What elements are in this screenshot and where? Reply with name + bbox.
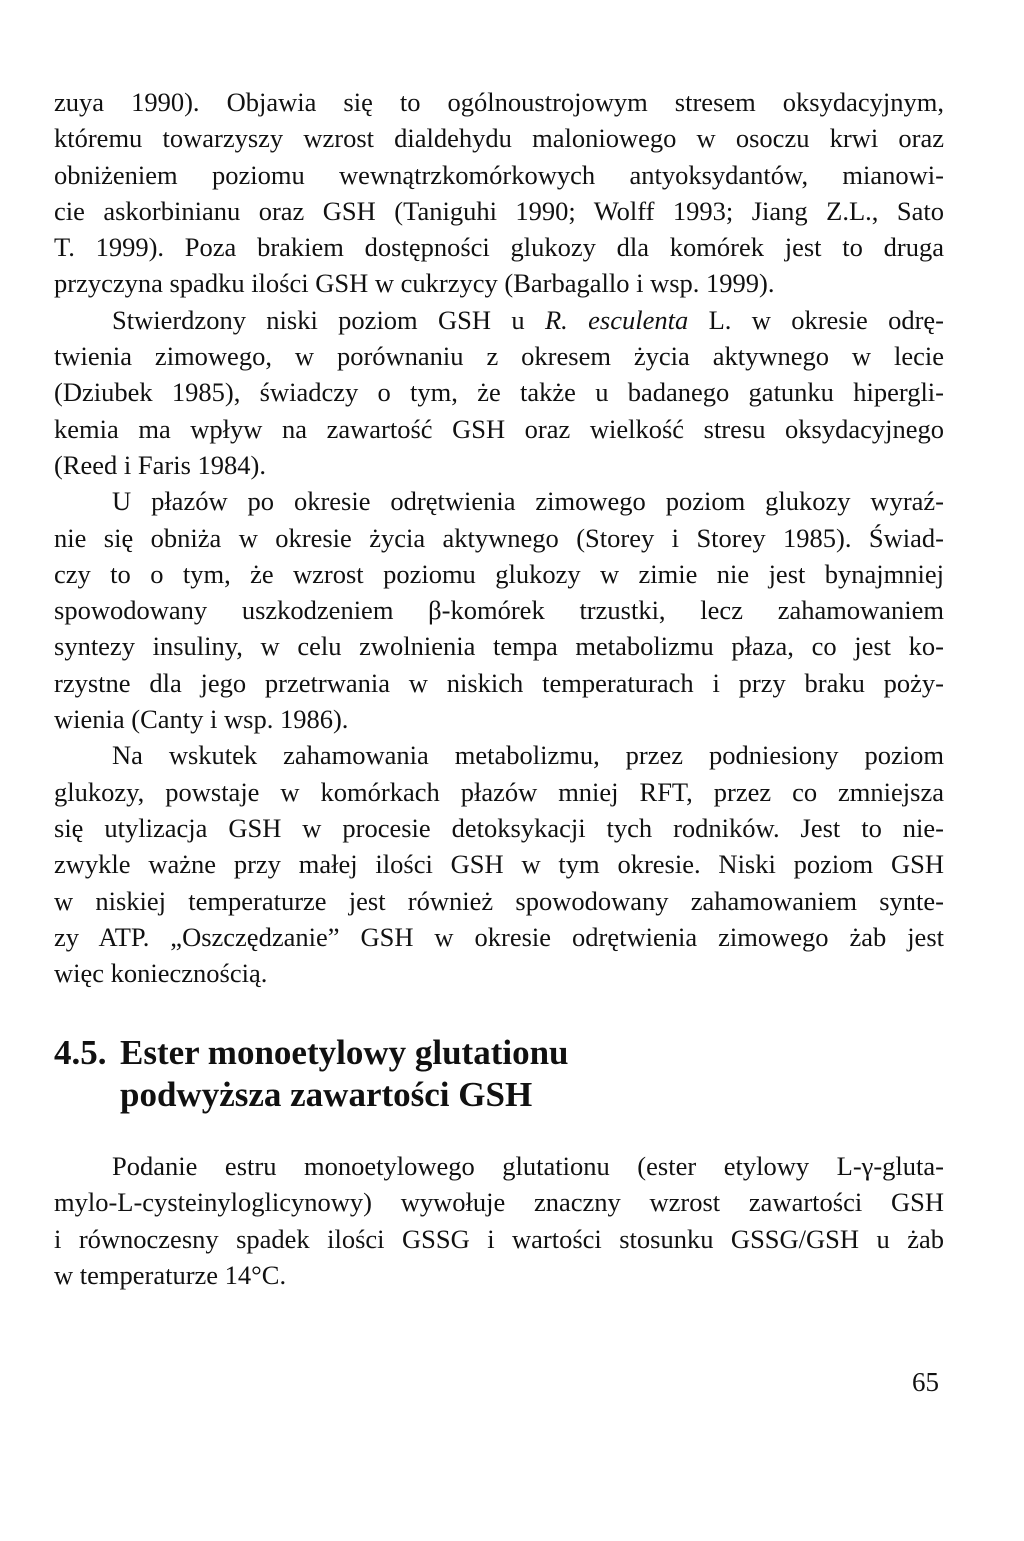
text-line: obniżeniem poziomu wewnątrzkomórkowych antyoksydantów, mianowi- [54, 159, 944, 190]
text-line: więc koniecznością. [54, 958, 268, 989]
section-body [54, 1148, 944, 1293]
text-line: (Reed i Faris 1984). [54, 449, 266, 480]
text-line: któremu towarzyszy wzrost dialdehydu maloniowego w osoczu krwi oraz [54, 123, 944, 154]
text-line: w temperaturze 14°C. [54, 1259, 287, 1290]
text-line: w niskiej temperaturze jest również spowodowany zahamowaniem synte- [54, 885, 944, 916]
paragraph-2 [54, 302, 944, 483]
section-title-line-1: Ester monoetylowy glutationu [120, 1033, 569, 1072]
text-line: twienia zimowego, w porównaniu z okresem życia aktywnego w lecie [54, 341, 944, 372]
text-line: Na wskutek zahamowania metabolizmu, przez podniesiony poziom [112, 740, 944, 771]
text-line: cie askorbinianu oraz GSH (Taniguhi 1990; Wolff 1993; Jiang Z.L., Sato [54, 195, 944, 226]
text-line: przyczyna spadku ilości GSH w cukrzycy (Barbagallo i wsp. 1999). [54, 268, 775, 299]
text-line: zuya 1990). Objawia się to ogólnoustrojowym stresem oksydacyjnym, [54, 87, 944, 117]
text-line: mylo-L-cysteinyloglicynowy) wywołuje znaczny wzrost zawartości GSH [54, 1187, 944, 1218]
paragraph-1 [54, 84, 944, 302]
species-name: R. esculenta [544, 304, 689, 335]
paragraph-3 [54, 483, 944, 737]
paragraph-4 [54, 737, 944, 991]
section-number: 4.5. [54, 1033, 107, 1072]
text-line: wienia (Canty i wsp. 1986). [54, 704, 349, 735]
text-line: U płazów po okresie odrętwienia zimowego poziom glukozy wyraź- [112, 486, 944, 517]
text-fragment: Stwierdzony niski poziom GSH u [112, 304, 545, 335]
text-line: nie się obniża w okresie życia aktywnego (Storey i Storey 1985). Świad- [54, 522, 944, 553]
main-text-block [54, 84, 944, 991]
text-line: zwykle ważne przy małej ilości GSH w tym okresie. Niski poziom GSH [54, 849, 944, 880]
text-line: i równoczesny spadek ilości GSSG i wartości stosunku GSSG/GSH u żab [54, 1223, 944, 1254]
text-line: czy to o tym, że wzrost poziomu glukozy w zimie nie jest bynajmniej [54, 558, 944, 589]
text-line [54, 302, 944, 338]
text-line: spowodowany uszkodzeniem β-komórek trzustki, lecz zahamowaniem [54, 595, 944, 626]
section-heading [54, 1032, 944, 1116]
text-line: rzystne dla jego przetrwania w niskich temperaturach i przy braku poży- [54, 667, 944, 698]
text-fragment: L. w okresie odrę- [688, 304, 944, 335]
text-line: zy ATP. „Oszczędzanie” GSH w okresie odrętwienia zimowego żab jest [54, 921, 944, 952]
text-line: glukozy, powstaje w komórkach płazów mniej RFT, przez co zmniejsza [54, 776, 944, 807]
page-number: 65 [912, 1367, 939, 1397]
text-line: Podanie estru monoetylowego glutationu (ester etylowy L-γ-gluta- [112, 1151, 944, 1181]
text-line: syntezy insuliny, w celu zwolnienia tempa metabolizmu płaza, co jest ko- [54, 631, 944, 662]
section-title [54, 1032, 944, 1116]
text-line: T. 1999). Poza brakiem dostępności glukozy dla komórek jest to druga [54, 232, 944, 263]
text-line: kemia ma wpływ na zawartość GSH oraz wielkość stresu oksydacyjnego [54, 413, 944, 444]
text-line: (Dziubek 1985), świadczy o tym, że także u badanego gatunku hipergli- [54, 377, 944, 408]
text-line: się utylizacja GSH w procesie detoksykacji tych rodników. Jest to nie- [54, 812, 944, 843]
section-title-line-2: podwyższa zawartości GSH [120, 1075, 533, 1114]
section-paragraph [54, 1148, 944, 1293]
